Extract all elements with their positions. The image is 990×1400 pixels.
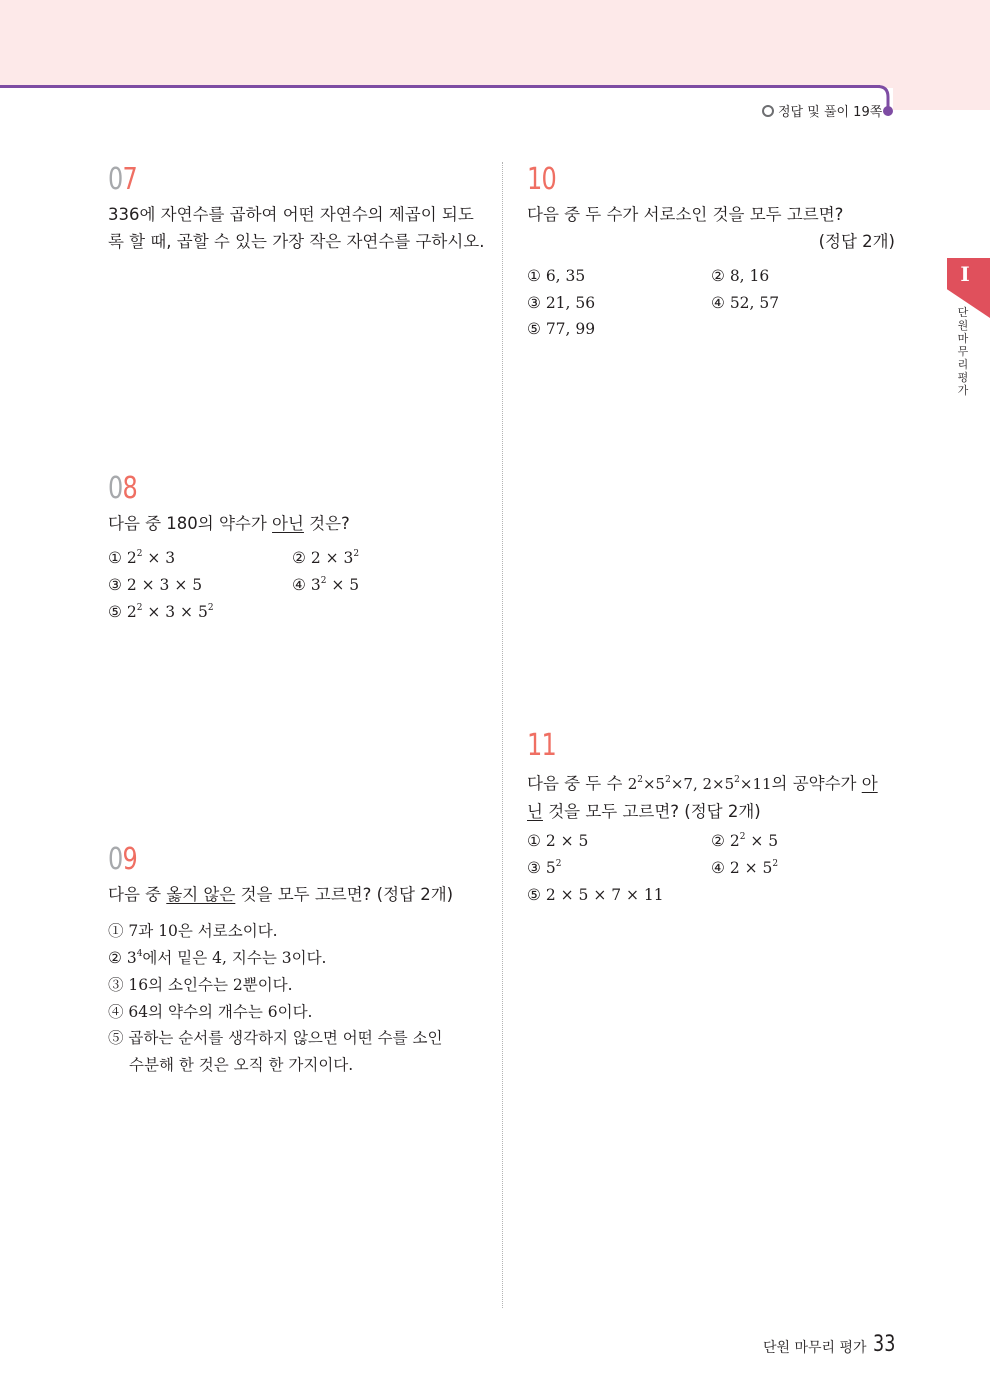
q08-option-2[interactable]: ② $2 \times 3^2$ bbox=[292, 549, 360, 567]
option-text: ③ 21, 56 bbox=[527, 294, 596, 312]
question-text-line: 다음 중 두 수가 서로소인 것을 모두 고르면? bbox=[527, 205, 844, 224]
q08-option-1[interactable]: ① $2^2 \times 3$ bbox=[108, 549, 176, 567]
column-divider bbox=[502, 162, 503, 1308]
question-text-line: (정답 2개) bbox=[818, 232, 895, 251]
option-text: ① 2 bbox=[108, 549, 137, 567]
question-text-emphasis: 옳지 않은 bbox=[166, 885, 236, 904]
question-number-09 bbox=[108, 842, 137, 877]
question-text-line: 336에 자연수를 곱하여 어떤 자연수의 제곱이 되도 bbox=[108, 205, 474, 224]
q11-option-2[interactable]: ② $2^2 \times 5$ bbox=[711, 832, 779, 850]
option-text: 수분해 한 것은 오직 한 가지이다. bbox=[129, 1056, 354, 1074]
question-text-emphasis: 닌 bbox=[527, 802, 543, 821]
option-text: ⑤ 2 bbox=[108, 603, 137, 621]
question-number-digit: 7 bbox=[122, 162, 137, 197]
question-text: 것을 모두 고르면? (정답 2개) bbox=[235, 885, 454, 904]
question-text-emphasis: 아 bbox=[861, 774, 878, 793]
question-text: 다음 중 두 수 bbox=[527, 774, 628, 793]
question-number-11 bbox=[527, 728, 556, 763]
option-text: ③ 16의 소인수는 2뿐이다. bbox=[108, 976, 293, 994]
question-number-digit: 1 bbox=[527, 162, 542, 197]
question-number-10 bbox=[527, 162, 556, 197]
option-text: ④ 52, 57 bbox=[711, 294, 780, 312]
q08-option-4[interactable]: ④ $3^2 \times 5$ bbox=[292, 576, 360, 594]
footer-section-label: 단원 마무리 평가 bbox=[763, 1340, 867, 1356]
q08-option-5[interactable]: ⑤ $2^2 \times 3 \times 5^2$ bbox=[108, 603, 214, 621]
q09-option-3[interactable] bbox=[108, 973, 293, 995]
question-text: 다음 중 180의 약수가 bbox=[108, 514, 273, 533]
question-10-text bbox=[527, 201, 895, 255]
question-08-text bbox=[108, 510, 350, 537]
question-number-digit: 0 bbox=[541, 162, 556, 197]
q11-option-1[interactable] bbox=[527, 832, 588, 850]
question-number-digit: 0 bbox=[108, 842, 123, 877]
option-text: ③ 5 bbox=[527, 859, 556, 877]
question-number-digit: 9 bbox=[122, 842, 137, 877]
q11-option-3[interactable]: ③ $5^2$ bbox=[527, 859, 562, 877]
question-text: 것을 모두 고르면? (정답 2개) bbox=[542, 802, 761, 821]
q10-option-3[interactable] bbox=[527, 294, 595, 312]
math-expression: $2^2\times 5^2\times 7$, $2\times 5^2\times 11$ bbox=[627, 775, 772, 793]
question-number-08 bbox=[108, 471, 137, 506]
q09-option-5[interactable] bbox=[108, 1026, 442, 1048]
question-text-line: 록 할 때, 곱할 수 있는 가장 작은 자연수를 구하시오. bbox=[108, 232, 485, 251]
question-number-digit: 8 bbox=[122, 471, 137, 506]
header-band-tail bbox=[893, 88, 990, 110]
q11-option-5[interactable] bbox=[527, 886, 664, 904]
question-07-text bbox=[108, 201, 488, 255]
question-text-line bbox=[527, 798, 897, 825]
option-text: ⑤ 77, 99 bbox=[527, 320, 596, 338]
option-text: ② 8, 16 bbox=[711, 267, 770, 285]
question-09-text bbox=[108, 881, 453, 908]
q09-option-2[interactable]: ② $3^4$에서 밑은 4, 지수는 3이다. bbox=[108, 949, 327, 967]
answer-reference bbox=[762, 101, 882, 120]
option-text: ② 2 × 3 bbox=[292, 549, 354, 567]
q10-option-1[interactable] bbox=[527, 267, 585, 285]
question-text: 의 공약수가 bbox=[771, 774, 862, 793]
page-number: 33 bbox=[873, 1332, 896, 1357]
q11-option-4[interactable]: ④ $2 \times 5^2$ bbox=[711, 859, 779, 877]
chapter-tab-label: 단원 마무리 평가 bbox=[957, 306, 969, 397]
ring-icon bbox=[762, 105, 774, 117]
option-text: ① 6, 35 bbox=[527, 267, 586, 285]
option-text: ① 2 × 5 bbox=[527, 832, 589, 850]
question-number-digit: 0 bbox=[108, 162, 123, 197]
question-text-line bbox=[527, 767, 897, 798]
option-text: ② 3 bbox=[108, 949, 137, 967]
header-rule bbox=[0, 85, 880, 88]
question-11-text bbox=[527, 767, 897, 825]
option-text: ① 7과 10은 서로소이다. bbox=[108, 922, 278, 940]
option-text: ④ 64의 약수의 개수는 6이다. bbox=[108, 1003, 313, 1021]
q10-option-2[interactable] bbox=[711, 267, 769, 285]
q09-option-4[interactable] bbox=[108, 1000, 312, 1022]
q09-option-5-continued bbox=[129, 1053, 353, 1075]
option-text: 에서 밑은 4, 지수는 3이다. bbox=[142, 949, 327, 967]
answer-reference-text: 정답 및 풀이 19쪽 bbox=[778, 105, 883, 120]
option-text: ⑤ 2 × 5 × 7 × 11 bbox=[527, 886, 664, 904]
question-number-digit: 1 bbox=[527, 728, 542, 763]
question-number-digit: 1 bbox=[541, 728, 556, 763]
question-text: 다음 중 bbox=[108, 885, 167, 904]
question-text: 것은? bbox=[303, 514, 350, 533]
question-text-emphasis: 아닌 bbox=[272, 514, 304, 533]
q10-option-4[interactable] bbox=[711, 294, 779, 312]
q09-option-1[interactable] bbox=[108, 919, 278, 941]
option-text: ④ 3 bbox=[292, 576, 321, 594]
q10-option-5[interactable] bbox=[527, 320, 595, 338]
q08-option-3[interactable] bbox=[108, 576, 202, 594]
chapter-tab-numeral: I bbox=[960, 262, 970, 286]
option-text: ③ 2 × 3 × 5 bbox=[108, 576, 203, 594]
option-text: ② 2 bbox=[711, 832, 740, 850]
question-number-07 bbox=[108, 162, 137, 197]
header-band bbox=[0, 0, 990, 88]
option-text: ⑤ 곱하는 순서를 생각하지 않으면 어떤 수를 소인 bbox=[108, 1029, 443, 1047]
option-text: ④ 2 × 5 bbox=[711, 859, 773, 877]
question-number-digit: 0 bbox=[108, 471, 123, 506]
